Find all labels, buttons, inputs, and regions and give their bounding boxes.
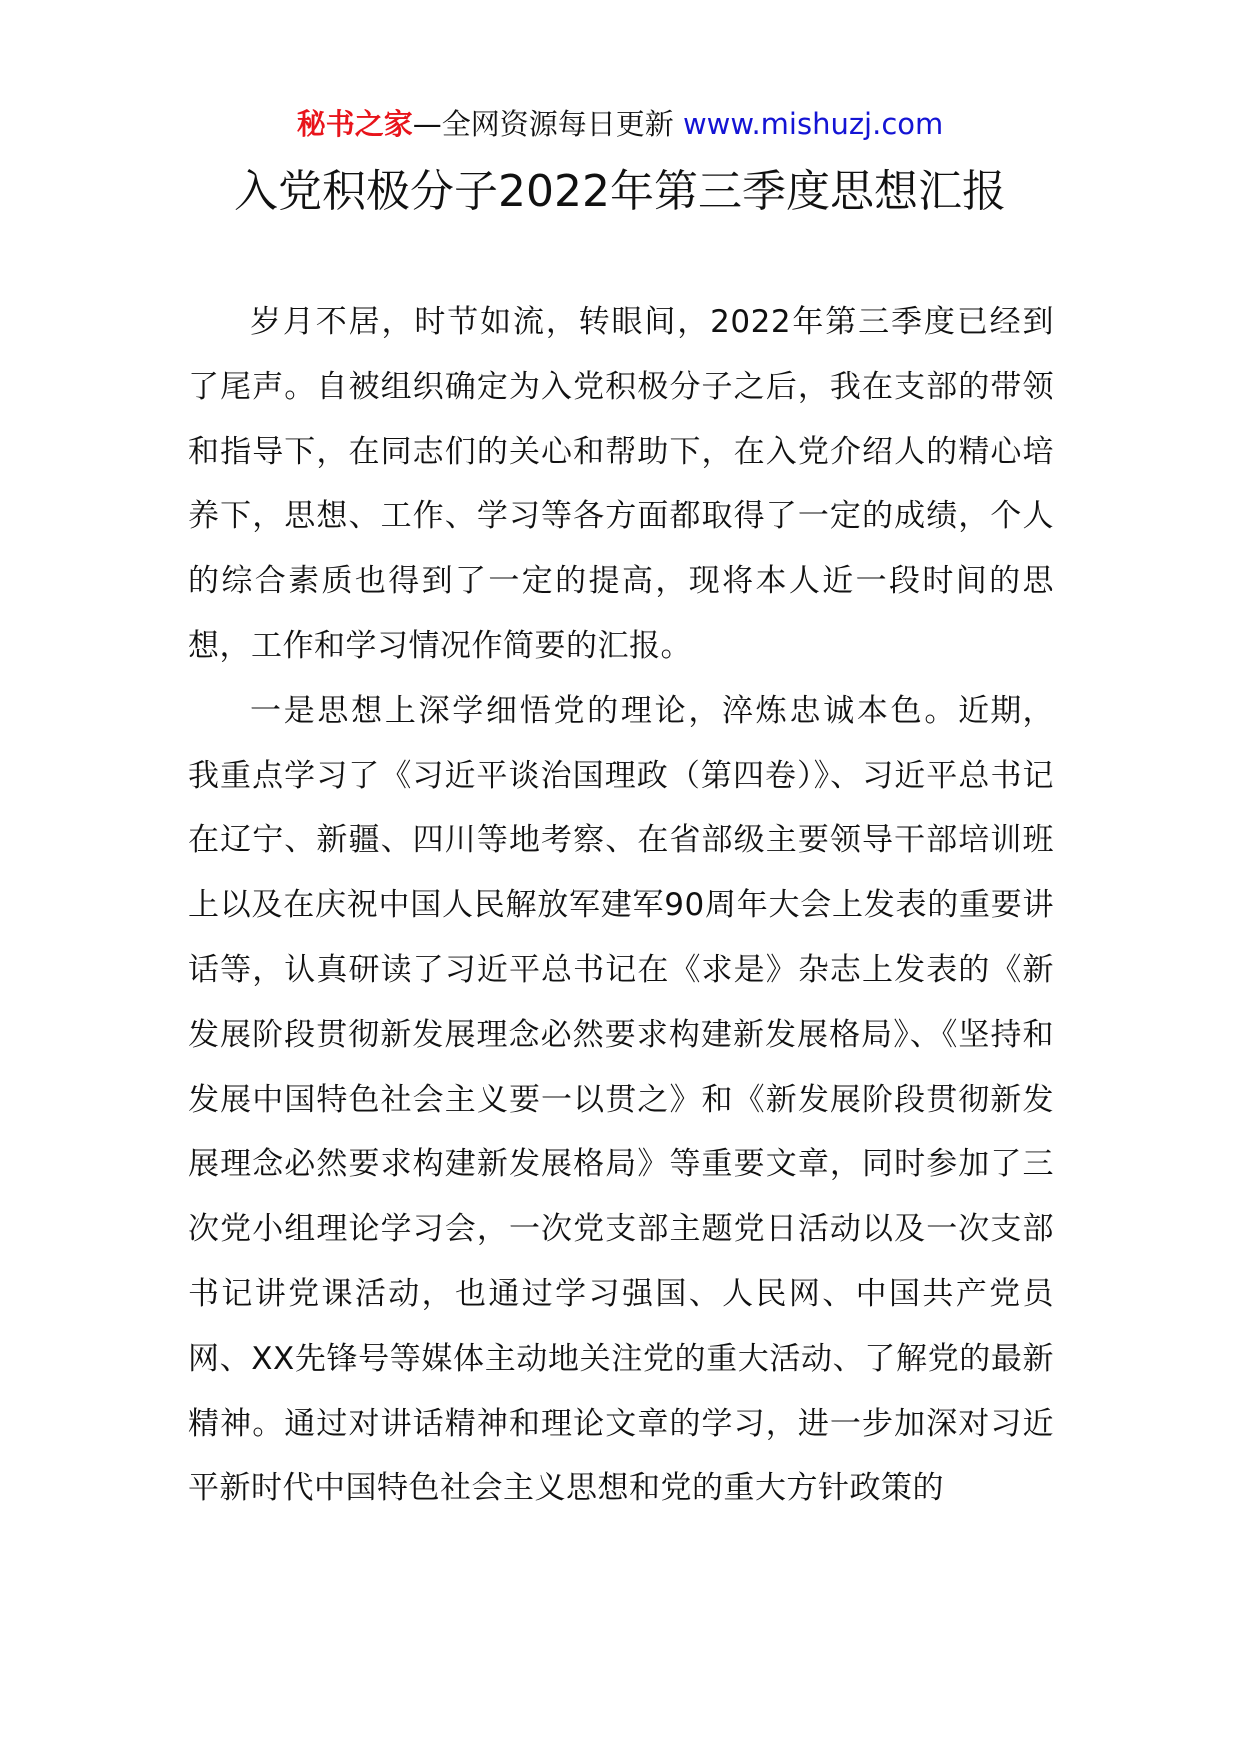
section-one-text: 近期，我重点学习了《习近平谈治国理政（第四卷）》、习近平总书记在辽宁、新疆、四川等地考察、在省部级主要领导干部培训班上以及在庆祝中国人民解放军建军90周年大会上发表的重要讲话等，认真研读了习近平总书记在《求是》杂志上发表的《新发展阶段贯彻新发展理念必然要求构建新发展格局》、《坚持和发展中国特色社会主义要一以贯之》和《新发展阶段贯彻新发展理念必然要求构建新发展格局》等重要文章，同时参加了三次党小组理论学习会，一次党支部主题党日活动以及一次支部书记讲党课活动，也通过学习强国、人民网、中国共产党员网、XX先锋号等媒体主动地关注党的重大活动、了解党的最新精神。通过对讲话精神和理论文章的学习，进一步加深对习近平新时代中国特色社会主义思想和党的重大方针政策的 xyxy=(188,692,1055,1507)
document-title: 入党积极分子2022年第三季度思想汇报 xyxy=(234,166,1006,217)
paragraph-intro-text: 岁月不居，时节如流，转眼间，2022年第三季度已经到了尾声。自被组织确定为入党积极分子之后，我在支部的带领和指导下，在同志们的关心和帮助下，在入党介绍人的精心培养下，思想、工作、学习等各方面都取得了一定的成绩，个人的综合素质也得到了一定的提高，现将本人近一段时间的思想，工作和学习情况作简要的汇报。 xyxy=(188,304,1054,664)
document-body xyxy=(188,290,1054,1521)
site-tagline: —全网资源每日更新 xyxy=(412,107,683,141)
site-brand: 秘书之家 xyxy=(296,107,413,141)
site-header xyxy=(0,104,1240,144)
section-one-heading: 一是思想上深学细悟党的理论，淬炼忠诚本色。 xyxy=(250,692,959,729)
site-url-link[interactable]: www.mishuzj.com xyxy=(682,107,944,141)
paragraph-intro xyxy=(188,290,1054,679)
paragraph-section-one xyxy=(188,679,1054,1521)
